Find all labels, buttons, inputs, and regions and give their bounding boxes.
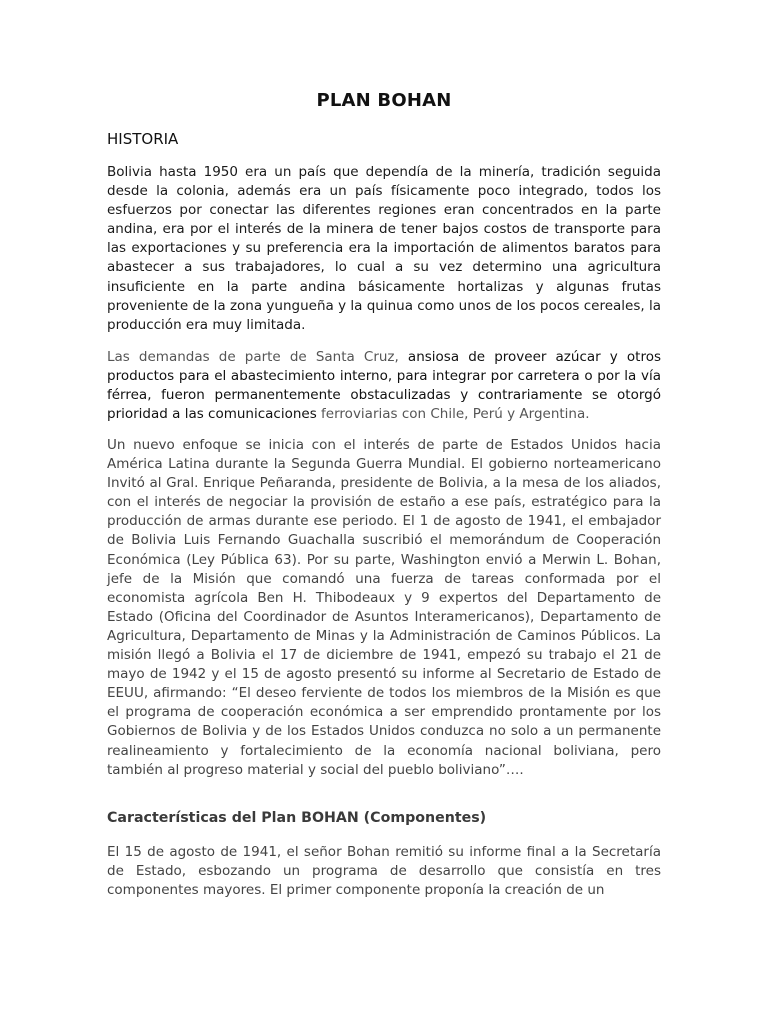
document-title: PLAN BOHAN [316,90,452,111]
subheading-caracteristicas: Características del Plan BOHAN (Componentes) [107,810,487,826]
paragraph-2-part-1: Las demandas de parte de Santa Cruz, [107,349,408,365]
paragraph-2-part-3: ferroviarias con Chile, Perú y Argentina. [316,406,590,423]
paragraph-4: El 15 de agosto de 1941, el señor Bohan remitió su informe final a la Secretaría de Estado, esbozando un programa de desarrollo que consistía en tres componentes mayores. El primer componente proponía la creación de un [107,844,661,899]
section-heading-historia: HISTORIA [107,130,179,148]
paragraph-3: Un nuevo enfoque se inicia con el interés de parte de Estados Unidos hacia América Latina durante la Segunda Guerra Mundial. El gobierno norteamericano Invitó al Gral. Enrique Peñaranda, presidente de Bolivia, a la mesa de los aliados, con el interés de negociar la provisión de estaño a ese país, estratégico para la producción de armas durante ese periodo. El 1 de agosto de 1941, el embajador de Bolivia Luis Fernando Guachalla suscribió el memorándum de Cooperación Económica (Ley Pública 63). Por su parte, Washington envió a Merwin L. Bohan, jefe de la Misión que comandó una fuerza de tareas conformada por el economista agrícola Ben H. Thibodeaux y 9 expertos del Departamento de Estado (Oficina del Coordinador de Asuntos Interamericanos), Departamento de Agricultura, Departamento de Minas y la Administración de Caminos Públicos. La misión llegó a Bolivia el 17 de diciembre de 1941, empezó su trabajo el 21 de mayo de 1942 y el 15 de agosto presentó su informe al Secretario de Estado de EEUU, afirmando: “El deseo ferviente de todos los miembros de la Misión es que el programa de cooperación económica a ser emprendido prontamente por los Gobiernos de Bolivia y de los Estados Unidos conduzca no solo a un permanente realineamiento y fortalecimiento de la economía nacional boliviana, pero también al progreso material y social del pueblo boliviano”…. [107,437,661,778]
paragraph-1: Bolivia hasta 1950 era un país que dependía de la minería, tradición seguida desde la colonia, además era un país físicamente poco integrado, todos los esfuerzos por conectar las diferentes regiones eran concentrados en la parte andina, era por el interés de la minera de tener bajos costos de transporte para las exportaciones y su preferencia era la importación de alimentos baratos para abastecer a sus trabajadores, lo cual a su vez determino una agricultura insuficiente en la parte andina básicamente hortalizas y algunas frutas proveniente de la zona yungueña y la quinua como unos de los pocos cereales, la producción era muy limitada. [107,164,661,333]
paragraph-2 [107,348,661,424]
paragraph-2-part-2: ansiosa de proveer azúcar y otros productos para el abastecimiento interno, para integrar por carretera o por la vía férrea, fueron permanentemente obstaculizadas y contrariamente se otorgó prioridad a las comunicaciones [107,349,661,423]
